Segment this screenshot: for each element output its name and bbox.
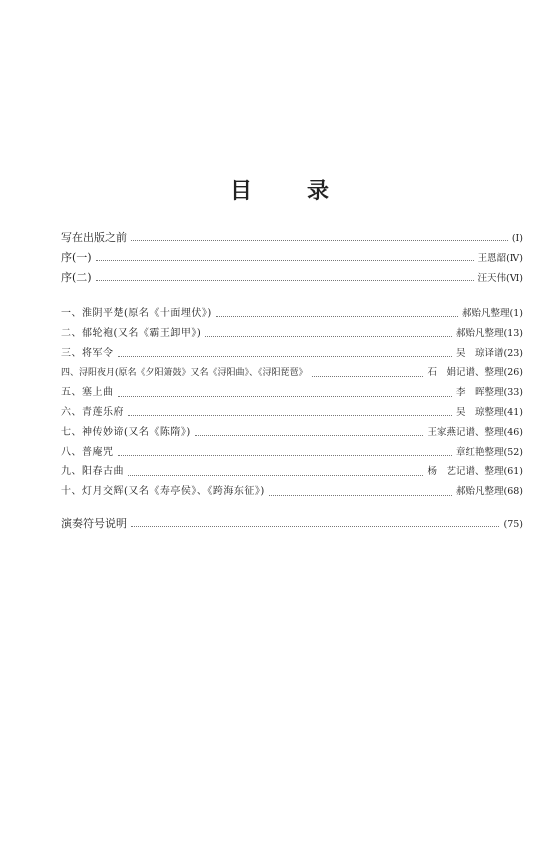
leader-dots xyxy=(131,526,499,527)
toc-label: 五、塞上曲 xyxy=(61,387,114,399)
toc-page-ref: 李 晖整理(33) xyxy=(455,387,523,399)
toc-row[interactable] xyxy=(61,363,523,383)
pieces-list xyxy=(61,304,523,502)
toc-row[interactable] xyxy=(61,423,523,443)
leader-dots xyxy=(128,415,452,416)
toc-row[interactable] xyxy=(61,268,523,288)
toc-label: 序(一) xyxy=(61,250,92,264)
leader-dots xyxy=(216,316,458,317)
toc-row[interactable] xyxy=(61,324,523,344)
leader-dots xyxy=(312,376,424,377)
toc-row[interactable] xyxy=(61,514,523,534)
front-matter-list xyxy=(61,228,523,287)
leader-dots xyxy=(118,455,452,456)
toc-page-ref: 吴 琼译谱(23) xyxy=(455,347,523,359)
toc-label: 九、阳春古曲 xyxy=(61,466,124,478)
toc-page-ref: 吴 琼整理(41) xyxy=(455,406,523,418)
toc-label: 演奏符号说明 xyxy=(61,517,127,530)
toc-row[interactable] xyxy=(61,403,523,423)
toc-row[interactable] xyxy=(61,482,523,502)
toc-row[interactable] xyxy=(61,383,523,403)
leader-dots xyxy=(131,240,508,241)
toc-label: 三、将军令 xyxy=(61,347,114,359)
title-char-1: 目 xyxy=(229,179,253,204)
toc-label: 四、浔阳夜月(原名《夕阳箫鼓》又名《浔阳曲》、《浔阳琵琶》 xyxy=(61,368,308,379)
toc-label: 序(二) xyxy=(61,270,92,284)
toc-page-ref: 章红艳整理(52) xyxy=(455,446,523,458)
leader-dots xyxy=(96,280,474,281)
toc-label: 十、灯月交辉(又名《寿亭侯》、《跨海东征》) xyxy=(61,486,265,498)
toc-page-ref: 汪天伟(Ⅵ) xyxy=(477,272,523,284)
toc-page-ref: 郝贻凡整理(68) xyxy=(455,486,523,498)
toc-row[interactable] xyxy=(61,248,523,268)
toc-page-ref: 郝贻凡整理(13) xyxy=(455,327,523,339)
toc-page-ref: 郝贻凡整理(1) xyxy=(462,308,523,319)
toc-page-ref: 杨 艺记谱、整理(61) xyxy=(427,466,523,478)
leader-dots xyxy=(118,396,452,397)
leader-dots xyxy=(195,435,424,436)
page-title xyxy=(0,174,560,205)
toc-label: 一、淮阴平楚(原名《十面埋伏》) xyxy=(61,308,212,319)
toc-label: 二、郁轮袍(又名《霸王卸甲》) xyxy=(61,327,202,339)
leader-dots xyxy=(118,356,452,357)
toc-page-ref: 王家燕记谱、整理(46) xyxy=(427,426,523,438)
toc-label: 八、普庵咒 xyxy=(61,446,114,458)
toc-page-ref: (Ⅰ) xyxy=(511,233,523,244)
toc-label: 七、神传妙谛(又名《陈隋》) xyxy=(61,426,191,438)
toc-label: 六、青莲乐府 xyxy=(61,406,124,418)
toc-page-ref: 王恩韶(Ⅳ) xyxy=(477,252,523,264)
toc-row[interactable] xyxy=(61,462,523,482)
toc-row[interactable] xyxy=(61,443,523,463)
leader-dots xyxy=(205,336,452,337)
toc-row[interactable] xyxy=(61,228,523,248)
leader-dots xyxy=(128,475,423,476)
leader-dots xyxy=(96,260,474,261)
toc-page-ref: (75) xyxy=(503,519,523,530)
leader-dots xyxy=(269,495,452,496)
toc-row[interactable] xyxy=(61,344,523,364)
toc-row[interactable] xyxy=(61,304,523,324)
toc-page-ref: 石 娟记谱、整理(26) xyxy=(427,367,523,379)
back-matter-list xyxy=(61,514,523,534)
title-char-2: 录 xyxy=(307,179,331,204)
toc-label: 写在出版之前 xyxy=(61,231,127,244)
